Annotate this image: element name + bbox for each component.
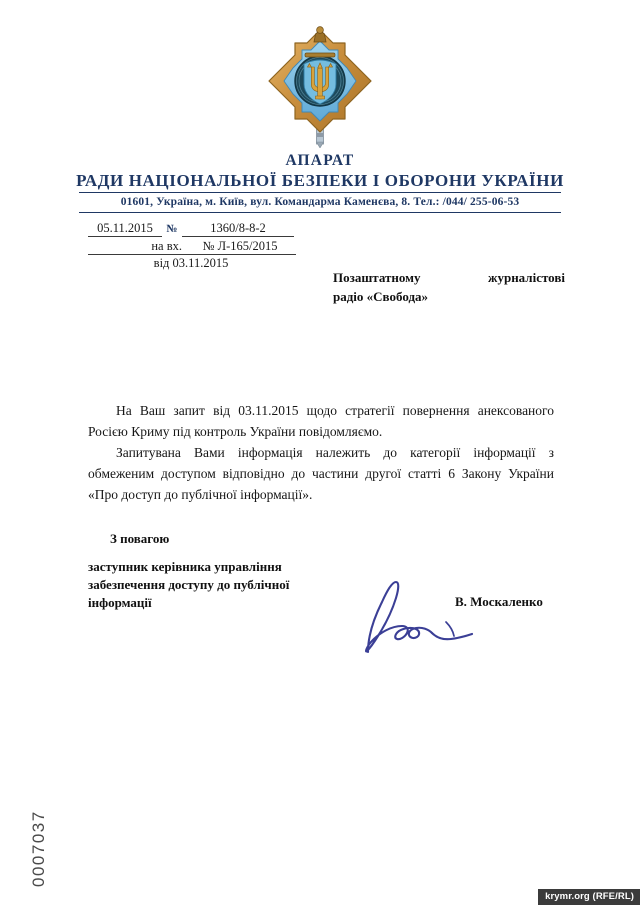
letterhead-line2: РАДИ НАЦІОНАЛЬНОЇ БЕЗПЕКИ І ОБОРОНИ УКРАЇНИ xyxy=(76,171,564,190)
signatory-title xyxy=(88,558,378,612)
incoming-date: від 03.11.2015 xyxy=(153,256,229,270)
reference-block xyxy=(88,221,348,272)
incoming-number xyxy=(184,238,296,255)
addressee-block xyxy=(333,268,565,306)
letterhead xyxy=(0,152,640,213)
signatory-title-line1: заступник керівника управління xyxy=(88,559,282,574)
body-paragraph-2: Запитувана Вами інформація належить до категорії інформації з обмеженим доступом відповідно до частини другої статті 6 Закону України «Про доступ до публічної інформації». xyxy=(88,445,554,502)
letterhead-address: 01601, Україна, м. Київ, вул. Командарма Каменєва, 8. Тел.: /044/ 255-06-53 xyxy=(120,196,520,208)
reference-row-incoming-date xyxy=(88,255,348,272)
letterhead-line1: АПАРАТ xyxy=(285,152,355,169)
signatory-title-line3: інформації xyxy=(88,595,152,610)
incoming-number-value: Л-165/2015 xyxy=(217,239,278,253)
margin-stamp-number: 0007037 xyxy=(29,810,48,887)
body-paragraph-1: На Ваш запит від 03.11.2015 щодо стратегії повернення анексованого Росією Криму під контроль України повідомляємо. xyxy=(88,403,554,439)
addressee-line1: Позаштатному журналістові xyxy=(333,270,565,285)
number-symbol: № xyxy=(166,223,178,235)
addressee-line2: радіо «Свобода» xyxy=(333,289,429,304)
incoming-label: на вх. xyxy=(88,238,184,255)
nsdc-ukraine-emblem-icon xyxy=(261,22,379,148)
reference-number: 1360/8-8-2 xyxy=(182,221,294,237)
reference-date: 05.11.2015 xyxy=(88,221,162,237)
signatory-title-line2: забезпечення доступу до публічної xyxy=(88,577,290,592)
regards-text: З повагою xyxy=(110,531,170,546)
signatory-name: В. Москаленко xyxy=(455,594,543,609)
source-watermark: krymr.org (RFE/RL) xyxy=(538,889,640,905)
reference-row-incoming xyxy=(88,238,348,255)
handwritten-signature xyxy=(358,578,478,656)
emblem-container xyxy=(0,22,640,150)
incoming-number-symbol: № xyxy=(202,239,215,253)
body-text xyxy=(88,400,554,505)
reference-row-outgoing xyxy=(88,221,348,237)
letterhead-rule-bottom xyxy=(79,212,561,213)
